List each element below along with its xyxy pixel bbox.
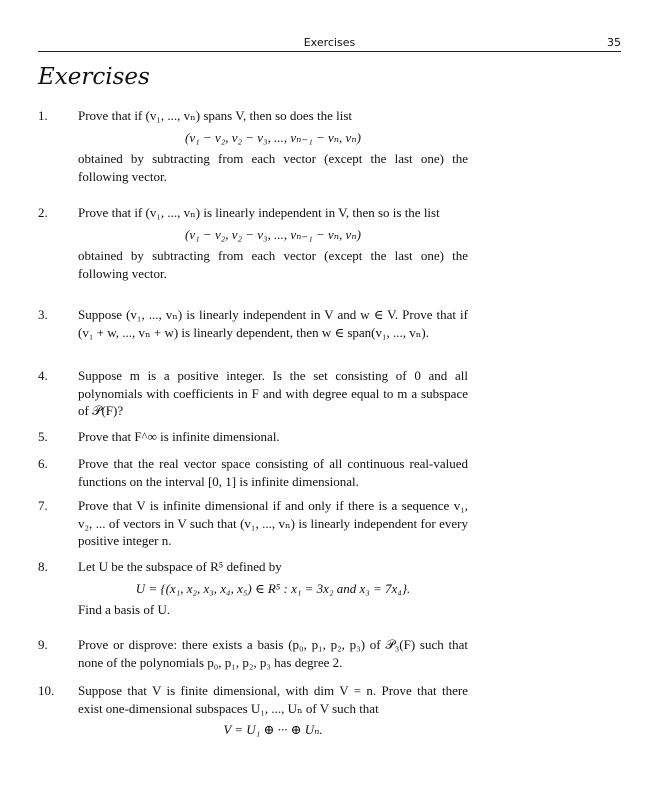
exercise-text: Prove or disprove: there exists a basis (p₀, p₁, p₂, p₃) of 𝒫₃(F) such that none of the polynomials p₀, p₁, p₂, p₃ has degree 2.	[78, 637, 468, 670]
exercise-text: Suppose (v₁, ..., vₙ) is linearly independent in V and w ∈ V. Prove that if (v₁ + w, ..., vₙ + w) is linearly dependent, then w ∈ span(v₁, ..., vₙ).	[78, 307, 468, 340]
exercise-text: Suppose m is a positive integer. Is the set consisting of 0 and all polynomials with coefficients in F and with degree equal to m a subspace of 𝒫(F)?	[78, 368, 468, 418]
exercise-body	[78, 636, 468, 671]
exercise-text: Suppose that V is finite dimensional, with dim V = n. Prove that there exist one-dimensional subspaces U₁, ..., Uₙ of V such that	[78, 683, 468, 716]
exercise-text: Let U be the subspace of R⁵ defined by	[78, 559, 282, 574]
exercise-text: Prove that the real vector space consisting of all continuous real-valued functions on the interval [0, 1] is infinite dimensional.	[78, 456, 468, 489]
exercise-body	[78, 107, 468, 185]
header-title: Exercises	[303, 36, 356, 49]
exercise-body	[78, 367, 468, 420]
exercise-number: 2.	[38, 205, 48, 220]
exercise-text-after: Find a basis of U.	[78, 602, 171, 617]
display-equation: (v₁ − v₂, v₂ − v₃, ..., vₙ₋₁ − vₙ, vₙ)	[185, 226, 361, 242]
exercise-text: Prove that F^∞ is infinite dimensional.	[78, 429, 280, 444]
exercise-number: 8.	[38, 559, 48, 574]
exercise-number: 9.	[38, 637, 48, 652]
exercise-text: Prove that if (v₁, ..., vₙ) spans V, then so does the list	[78, 108, 352, 123]
section-title: Exercises	[38, 64, 150, 90]
exercise-number: 4.	[38, 368, 48, 383]
page-number: 35	[607, 36, 621, 49]
exercise-number: 5.	[38, 429, 48, 444]
exercise-body	[78, 306, 468, 341]
running-header	[38, 35, 621, 52]
exercise-number: 3.	[38, 307, 48, 322]
exercise-body	[78, 497, 468, 550]
exercise-text: Prove that if (v₁, ..., vₙ) is linearly independent in V, then so is the list	[78, 205, 440, 220]
display-equation: (v₁ − v₂, v₂ − v₃, ..., vₙ₋₁ − vₙ, vₙ)	[185, 129, 361, 145]
exercise-number: 7.	[38, 498, 48, 513]
exercise-number: 6.	[38, 456, 48, 471]
exercise-body	[78, 682, 468, 743]
display-equation: U = {(x₁, x₂, x₃, x₄, x₅) ∈ R⁵ : x₁ = 3x₂ and x₃ = 7x₄}.	[135, 580, 411, 596]
exercise-text: Prove that V is infinite dimensional if and only if there is a sequence v₁, v₂, ... of vectors in V such that (v₁, ..., vₙ) is linearly independent for every positive integer n.	[78, 498, 468, 548]
exercise-number: 1.	[38, 108, 48, 123]
exercise-number: 10.	[38, 683, 55, 698]
exercise-text-after: obtained by subtracting from each vector (except the last one) the following vector.	[78, 248, 468, 281]
exercise-body	[78, 455, 468, 490]
exercise-body	[78, 558, 468, 619]
exercise-body	[78, 204, 468, 282]
exercise-text-after: obtained by subtracting from each vector (except the last one) the following vector.	[78, 151, 468, 184]
exercise-body	[78, 428, 468, 446]
display-equation: V = U₁ ⊕ ··· ⊕ Uₙ.	[223, 722, 323, 737]
